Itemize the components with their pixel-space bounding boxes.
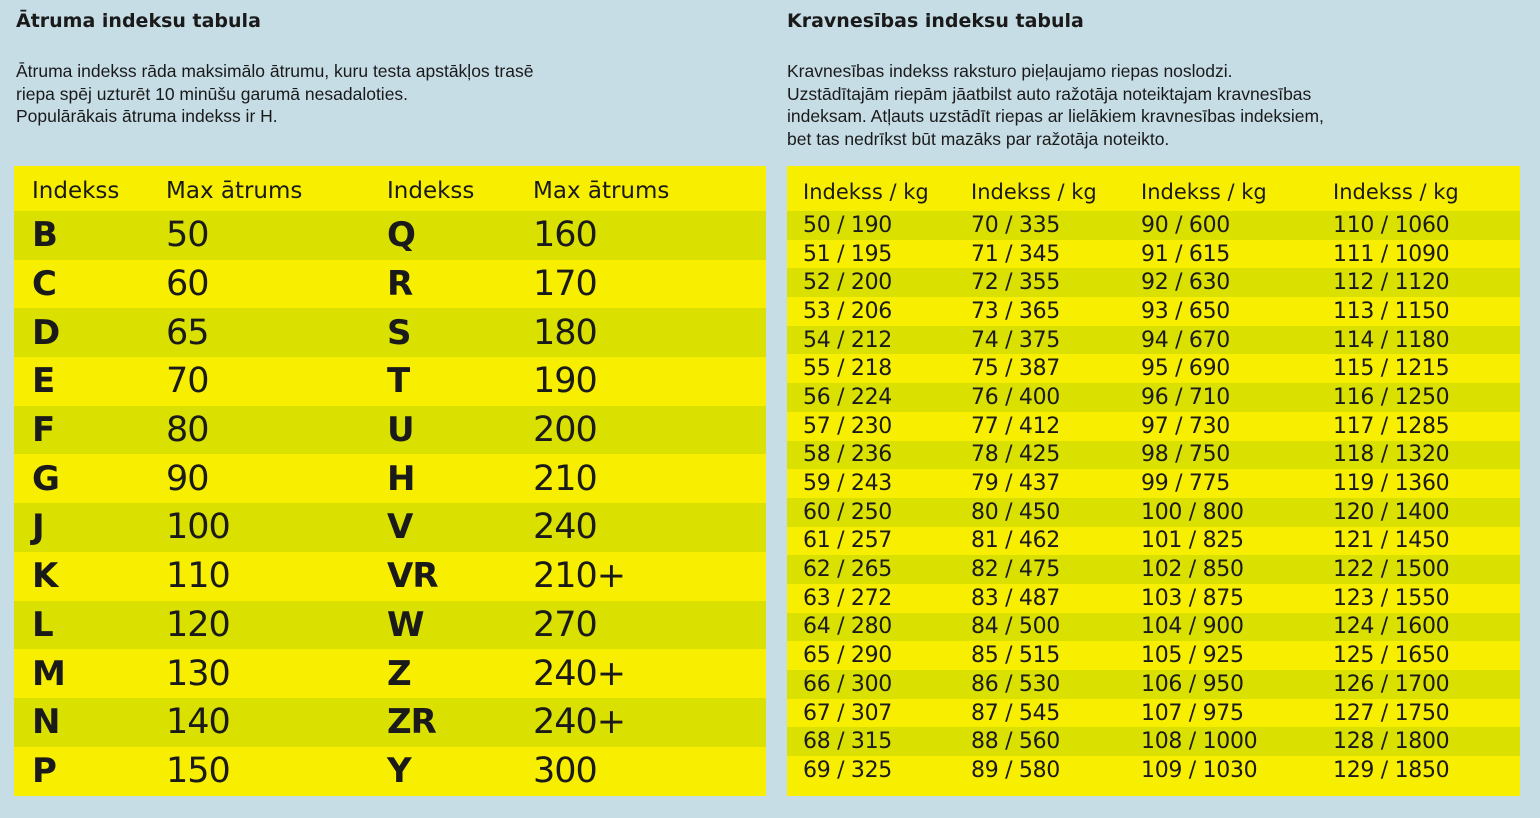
load-index-value: 99 / 775: [1141, 471, 1230, 497]
speed-table-row: [14, 406, 766, 455]
load-index-value: 75 / 387: [971, 356, 1060, 382]
load-table-row: [787, 699, 1520, 728]
load-index-value: 56 / 224: [803, 384, 892, 410]
load-table-row: [787, 441, 1520, 470]
load-index-value: 111 / 1090: [1333, 241, 1450, 267]
load-index-value: 72 / 355: [971, 270, 1060, 296]
speed-index-letter: D: [32, 312, 60, 353]
speed-description-line: riepa spēj uzturēt 10 minūšu garumā nesadaloties.: [16, 83, 409, 104]
speed-table-row: [14, 747, 766, 796]
speed-table-row: [14, 649, 766, 698]
load-index-value: 55 / 218: [803, 356, 892, 382]
load-description-line: indeksam. Atļauts uzstādīt riepas ar lielākiem kravnesības indeksiem,: [787, 106, 1324, 126]
load-index-value: 65 / 290: [803, 643, 892, 669]
load-index-title: Kravnesības indeksu tabula: [787, 10, 1084, 32]
speed-max-value: 70: [166, 361, 209, 402]
load-index-value: 98 / 750: [1141, 442, 1230, 468]
speed-index-letter: C: [32, 264, 56, 305]
load-index-value: 119 / 1360: [1333, 471, 1450, 497]
load-index-value: 123 / 1550: [1333, 585, 1450, 611]
load-description-line: Uzstādītajām riepām jāatbilst auto ražotāja noteiktajam kravnesības: [787, 83, 1312, 104]
speed-index-letter: U: [387, 410, 414, 451]
speed-index-table: [14, 166, 766, 796]
load-table-row: [787, 727, 1520, 756]
speed-max-value: 170: [533, 264, 597, 305]
load-index-description: [787, 60, 1324, 150]
speed-index-letter: J: [32, 507, 44, 548]
load-table-row: [787, 641, 1520, 670]
load-index-value: 108 / 1000: [1141, 729, 1258, 755]
speed-index-letter: B: [32, 215, 57, 256]
load-index-value: 120 / 1400: [1333, 499, 1450, 525]
load-header: Indekss / kg: [1333, 179, 1459, 204]
speed-header-index: Indekss: [32, 177, 120, 204]
load-table-row: [787, 498, 1520, 527]
load-index-value: 118 / 1320: [1333, 442, 1450, 468]
speed-max-value: 65: [166, 312, 209, 353]
speed-max-value: 80: [166, 410, 209, 451]
speed-index-letter: F: [32, 410, 55, 451]
load-index-value: 102 / 850: [1141, 557, 1244, 583]
speed-max-value: 50: [166, 215, 209, 256]
load-index-value: 127 / 1750: [1333, 700, 1450, 726]
load-index-value: 62 / 265: [803, 557, 892, 583]
speed-header-max-speed: Max ātrums: [166, 177, 303, 204]
load-index-value: 104 / 900: [1141, 614, 1244, 640]
speed-index-letter: VR: [387, 556, 438, 597]
load-index-value: 79 / 437: [971, 471, 1060, 497]
speed-table-row: [14, 211, 766, 260]
speed-table-row: [14, 503, 766, 552]
speed-index-letter: H: [387, 458, 415, 499]
load-index-value: 128 / 1800: [1333, 729, 1450, 755]
load-index-value: 114 / 1180: [1333, 327, 1450, 353]
load-index-value: 112 / 1120: [1333, 270, 1450, 296]
load-index-value: 105 / 925: [1141, 643, 1244, 669]
load-index-value: 106 / 950: [1141, 671, 1244, 697]
load-index-value: 103 / 875: [1141, 585, 1244, 611]
load-index-value: 84 / 500: [971, 614, 1060, 640]
load-index-value: 83 / 487: [971, 585, 1060, 611]
load-index-value: 117 / 1285: [1333, 413, 1450, 439]
load-index-value: 53 / 206: [803, 298, 892, 324]
speed-index-letter: V: [387, 507, 413, 548]
speed-max-value: 210+: [533, 556, 626, 597]
load-table-row: [787, 383, 1520, 412]
speed-max-value: 130: [166, 653, 230, 694]
load-table-row: [787, 240, 1520, 269]
speed-header-index: Indekss: [387, 177, 475, 204]
load-index-value: 100 / 800: [1141, 499, 1244, 525]
load-index-value: 51 / 195: [803, 241, 892, 267]
load-index-value: 91 / 615: [1141, 241, 1230, 267]
speed-max-value: 300: [533, 750, 597, 791]
load-index-value: 67 / 307: [803, 700, 892, 726]
load-index-value: 76 / 400: [971, 384, 1060, 410]
load-index-value: 97 / 730: [1141, 413, 1230, 439]
load-index-value: 129 / 1850: [1333, 757, 1450, 783]
load-description-line: Kravnesības indekss raksturo pieļaujamo riepas noslodzi.: [787, 61, 1233, 81]
load-index-value: 66 / 300: [803, 671, 892, 697]
speed-index-letter: W: [387, 604, 424, 645]
speed-index-letter: E: [32, 361, 55, 402]
load-table-row: [787, 354, 1520, 383]
load-header: Indekss / kg: [1141, 179, 1267, 204]
load-index-value: 92 / 630: [1141, 270, 1230, 296]
speed-index-letter: R: [387, 264, 413, 305]
load-index-value: 95 / 690: [1141, 356, 1230, 382]
load-table-row: [787, 756, 1520, 785]
load-index-value: 116 / 1250: [1333, 384, 1450, 410]
load-index-value: 88 / 560: [971, 729, 1060, 755]
speed-max-value: 180: [533, 312, 597, 353]
speed-index-letter: L: [32, 604, 53, 645]
load-index-value: 68 / 315: [803, 729, 892, 755]
load-index-value: 73 / 365: [971, 298, 1060, 324]
speed-header-max-speed: Max ātrums: [533, 177, 670, 204]
speed-table-body: [14, 211, 766, 795]
load-index-value: 96 / 710: [1141, 384, 1230, 410]
speed-index-letter: G: [32, 458, 59, 499]
load-index-value: 87 / 545: [971, 700, 1060, 726]
speed-table-row: [14, 260, 766, 309]
load-index-value: 94 / 670: [1141, 327, 1230, 353]
load-index-value: 63 / 272: [803, 585, 892, 611]
speed-max-value: 60: [166, 264, 209, 305]
load-index-value: 64 / 280: [803, 614, 892, 640]
speed-max-value: 150: [166, 750, 230, 791]
speed-max-value: 110: [166, 556, 230, 597]
load-index-value: 89 / 580: [971, 757, 1060, 783]
load-index-value: 78 / 425: [971, 442, 1060, 468]
load-table-row: [787, 584, 1520, 613]
speed-description-line: Populārākais ātruma indekss ir H.: [16, 106, 278, 126]
speed-index-letter: S: [387, 312, 411, 353]
speed-max-value: 240: [533, 507, 597, 548]
speed-max-value: 240+: [533, 702, 626, 743]
load-table-header-row: [787, 166, 1520, 211]
load-index-value: 58 / 236: [803, 442, 892, 468]
speed-index-letter: T: [387, 361, 410, 402]
speed-max-value: 200: [533, 410, 597, 451]
speed-index-letter: K: [32, 556, 58, 597]
load-index-value: 61 / 257: [803, 528, 892, 554]
load-index-value: 80 / 450: [971, 499, 1060, 525]
speed-max-value: 160: [533, 215, 597, 256]
load-table-row: [787, 555, 1520, 584]
speed-max-value: 140: [166, 702, 230, 743]
load-table-row: [787, 326, 1520, 355]
load-index-value: 69 / 325: [803, 757, 892, 783]
load-index-value: 101 / 825: [1141, 528, 1244, 554]
speed-table-row: [14, 698, 766, 747]
load-table-row: [787, 412, 1520, 441]
speed-max-value: 120: [166, 604, 230, 645]
load-table-row: [787, 211, 1520, 240]
load-index-table: [787, 166, 1520, 796]
load-table-row: [787, 670, 1520, 699]
load-index-value: 74 / 375: [971, 327, 1060, 353]
speed-index-letter: Y: [387, 750, 411, 791]
speed-table-row: [14, 601, 766, 650]
load-index-value: 82 / 475: [971, 557, 1060, 583]
load-index-value: 77 / 412: [971, 413, 1060, 439]
speed-index-letter: M: [32, 653, 65, 694]
load-index-value: 121 / 1450: [1333, 528, 1450, 554]
speed-index-title: Ātruma indeksu tabula: [16, 10, 261, 32]
load-index-value: 86 / 530: [971, 671, 1060, 697]
speed-max-value: 210: [533, 458, 597, 499]
load-header: Indekss / kg: [803, 179, 929, 204]
load-index-value: 113 / 1150: [1333, 298, 1450, 324]
load-table-row: [787, 469, 1520, 498]
load-index-value: 93 / 650: [1141, 298, 1230, 324]
speed-index-description: [16, 60, 533, 128]
load-index-value: 126 / 1700: [1333, 671, 1450, 697]
load-index-value: 122 / 1500: [1333, 557, 1450, 583]
speed-index-letter: Q: [387, 215, 415, 256]
speed-max-value: 190: [533, 361, 597, 402]
load-header: Indekss / kg: [971, 179, 1097, 204]
load-index-value: 110 / 1060: [1333, 212, 1450, 238]
speed-description-line: Ātruma indekss rāda maksimālo ātrumu, kuru testa apstākļos trasē: [16, 61, 534, 81]
load-index-value: 57 / 230: [803, 413, 892, 439]
load-index-value: 109 / 1030: [1141, 757, 1258, 783]
speed-index-letter: N: [32, 702, 60, 743]
speed-index-letter: ZR: [387, 702, 436, 743]
load-index-value: 50 / 190: [803, 212, 892, 238]
speed-index-letter: P: [32, 750, 56, 791]
load-index-value: 70 / 335: [971, 212, 1060, 238]
load-index-value: 90 / 600: [1141, 212, 1230, 238]
load-description-line: bet tas nedrīkst būt mazāks par ražotāja noteikto.: [787, 128, 1170, 149]
load-table-row: [787, 297, 1520, 326]
load-index-value: 107 / 975: [1141, 700, 1244, 726]
load-index-value: 71 / 345: [971, 241, 1060, 267]
speed-table-row: [14, 454, 766, 503]
load-index-value: 52 / 200: [803, 270, 892, 296]
speed-index-letter: Z: [387, 653, 411, 694]
load-index-value: 85 / 515: [971, 643, 1060, 669]
load-table-row: [787, 268, 1520, 297]
speed-table-header-row: [14, 166, 766, 211]
speed-table-row: [14, 552, 766, 601]
load-table-row: [787, 613, 1520, 642]
speed-max-value: 90: [166, 458, 209, 499]
load-table-body: [787, 211, 1520, 785]
speed-table-row: [14, 357, 766, 406]
speed-max-value: 240+: [533, 653, 626, 694]
load-index-value: 115 / 1215: [1333, 356, 1450, 382]
speed-max-value: 270: [533, 604, 597, 645]
load-index-value: 125 / 1650: [1333, 643, 1450, 669]
load-index-value: 54 / 212: [803, 327, 892, 353]
load-table-row: [787, 527, 1520, 556]
load-index-value: 124 / 1600: [1333, 614, 1450, 640]
load-index-value: 60 / 250: [803, 499, 892, 525]
speed-table-row: [14, 308, 766, 357]
load-index-value: 59 / 243: [803, 471, 892, 497]
load-index-value: 81 / 462: [971, 528, 1060, 554]
speed-max-value: 100: [166, 507, 230, 548]
